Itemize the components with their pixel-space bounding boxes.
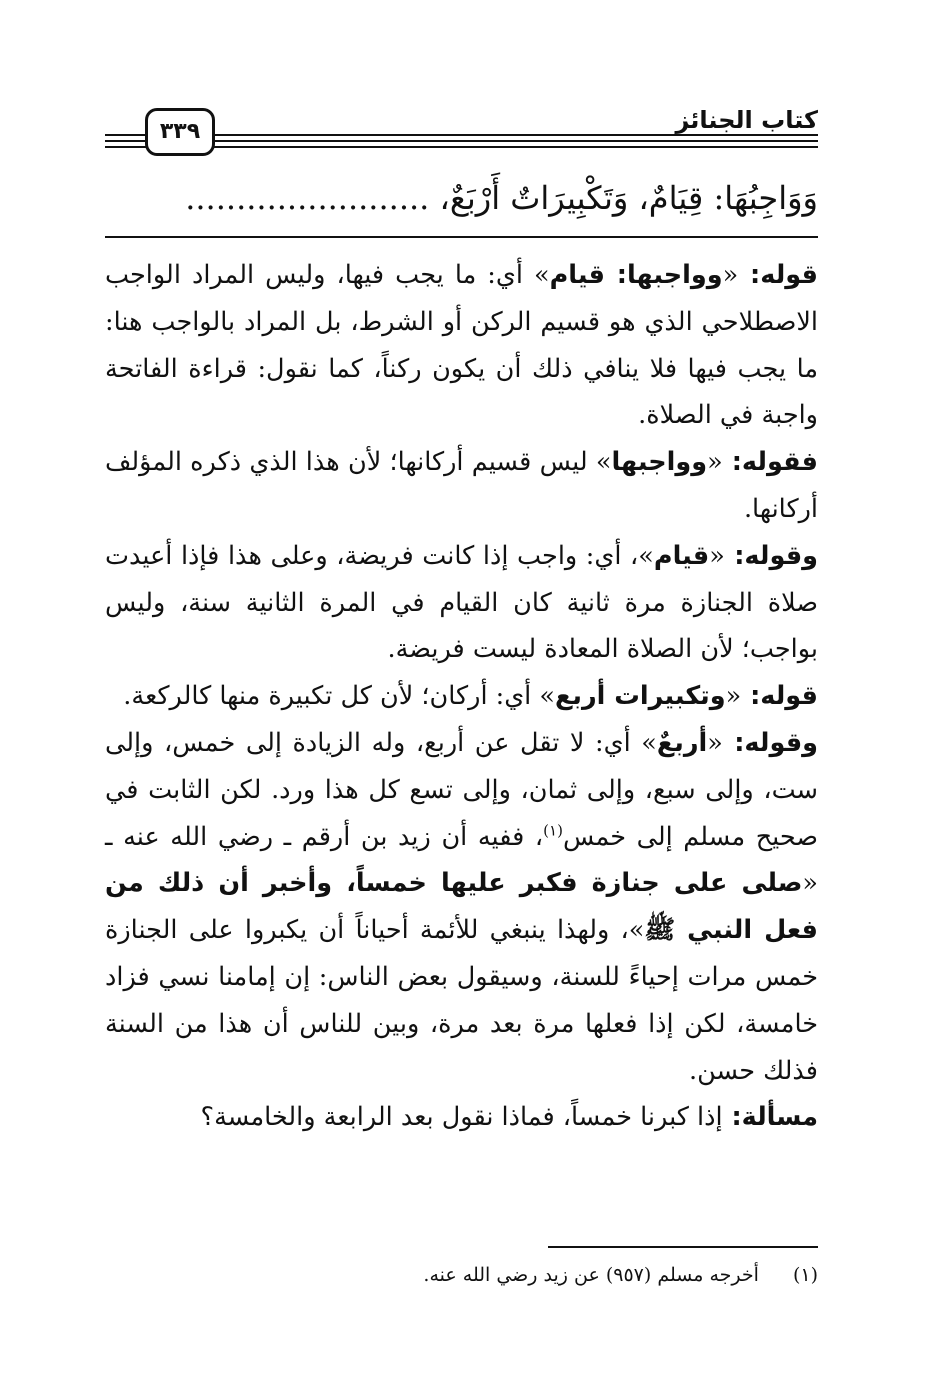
bold-phrase: أربعٌ xyxy=(656,727,708,758)
bold-phrase: وقوله: xyxy=(722,727,818,758)
matn-text: وَوَاجِبُهَا: قِيَامٌ، وَتَكْبِيرَاتٌ أَرْبَعٌ، xyxy=(439,179,818,217)
text-run: »، أي: واجب إذا كانت فريضة، وعلى هذا فإذا أعيدت صلاة الجنازة مرة ثانية كان القيام في المرة الثانية سنة، وليس بواجب؛ لأن الصلاة المعادة ليست فريضة. xyxy=(105,540,818,665)
text-run: » أي: ما يجب فيها، وليس المراد الواجب الاصطلاحي الذي هو قسيم الركن أو الشرط، بل المراد بالواجب هنا: ما يجب فيها فلا ينافي ذلك أن يكون ركناً، كما نقول: قراءة الفاتحة واجبة في الصلاة. xyxy=(105,260,818,431)
footnote-ref: (١) xyxy=(543,821,563,840)
bold-phrase: وواجبها xyxy=(611,447,708,478)
text-run: « xyxy=(722,260,739,290)
commentary-paragraph xyxy=(105,252,818,439)
commentary-paragraph xyxy=(105,533,818,673)
page-number: ٣٣٩ xyxy=(145,108,215,156)
text-run: » أي: لا تقل عن أربع، وله الزيادة إلى خمس، وإلى ست، وإلى سبع، وإلى ثمان، وإلى تسع كل هذا ورد. لكن الثابت في صحيح مسلم إلى خمس xyxy=(105,727,818,852)
bold-phrase: فقوله: xyxy=(722,447,818,478)
bold-phrase: وتكبيرات أربع xyxy=(554,681,726,712)
matn-divider xyxy=(105,236,818,238)
commentary-body xyxy=(105,252,818,1141)
bold-phrase: مسألة: xyxy=(722,1102,818,1133)
footnote-rule xyxy=(548,1246,818,1248)
footnote xyxy=(105,1260,818,1290)
commentary-paragraph xyxy=(105,439,818,533)
book-title: كتاب الجنائز xyxy=(675,106,818,134)
text-run: » أي: أركان؛ لأن كل تكبيرة منها كالركعة. xyxy=(123,681,555,712)
bold-phrase: قوله: xyxy=(738,260,818,290)
running-header xyxy=(105,102,818,162)
matn-dots: ........................ xyxy=(185,179,430,217)
commentary-paragraph xyxy=(105,720,818,1094)
text-run: « xyxy=(707,727,723,758)
bold-phrase: قيام xyxy=(653,540,710,571)
text-run: » ليس قسيم أركانها؛ لأن هذا الذي ذكره المؤلف أركانها. xyxy=(105,447,818,524)
bold-phrase: صلى على جنازة فكبر عليها خمساً، وأخبر أن ذلك من فعل النبي ﷺ xyxy=(105,868,818,946)
commentary-paragraph xyxy=(105,673,818,720)
matn-line xyxy=(105,168,818,228)
footnote-number: (١) xyxy=(792,1264,818,1286)
text-run: « xyxy=(707,447,723,478)
footnote-text: أخرجه مسلم (٩٥٧) عن زيد رضي الله عنه. xyxy=(423,1264,759,1286)
text-run: ، ففيه أن زيد بن أرقم ـ رضي الله عنه ـ « xyxy=(105,821,818,899)
bold-phrase: قوله: xyxy=(741,681,818,712)
text-run: « xyxy=(709,540,725,571)
bold-phrase: وقوله: xyxy=(724,540,818,571)
bold-phrase: وواجبها: قيام xyxy=(549,260,723,290)
commentary-paragraph xyxy=(105,1094,818,1141)
text-run: إذا كبرنا خمساً، فماذا نقول بعد الرابعة والخامسة؟ xyxy=(200,1102,723,1133)
text-run: »، ولهذا ينبغي للأئمة أحياناً أن يكبروا على الجنازة خمس مرات إحياءً للسنة، وسيقول بعض الناس: إن إمامنا نسي فزاد خامسة، لكن إذا فعلها مرة بعد مرة، وبين للناس أن هذا من السنة فذلك حسن. xyxy=(105,915,818,1086)
text-run: « xyxy=(725,681,742,712)
